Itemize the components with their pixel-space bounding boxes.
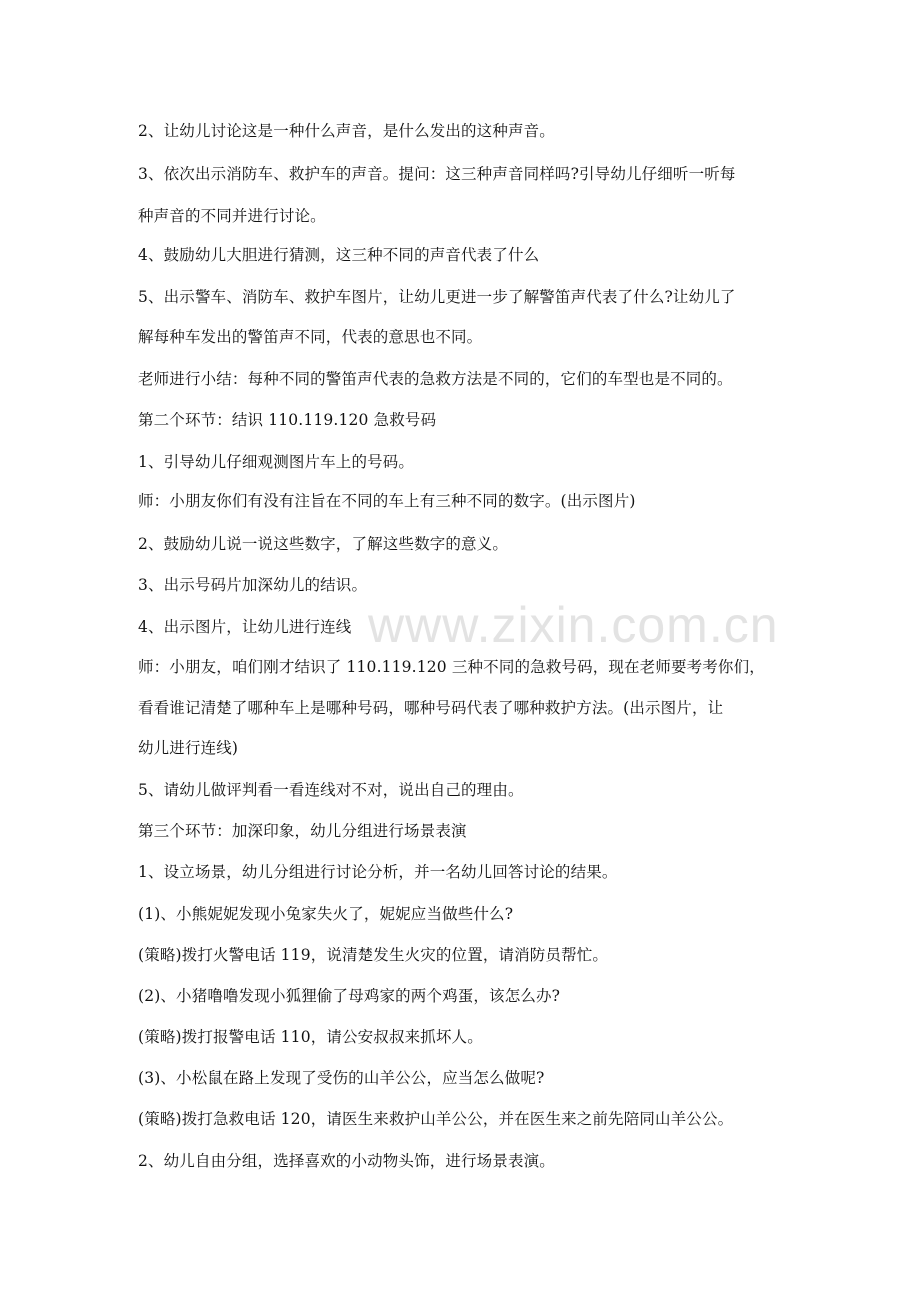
text-line: 2、让幼儿讨论这是一种什么声音，是什么发出的这种声音。 [138, 122, 555, 140]
text-line: 5、出示警车、消防车、救护车图片，让幼儿更进一步了解警笛声代表了什么?让幼儿了 [138, 288, 736, 306]
text-line: 2、幼儿自由分组，选择喜欢的小动物头饰，进行场景表演。 [138, 1152, 555, 1170]
text-line: (策略)拨打报警电话 110，请公安叔叔来抓坏人。 [138, 1028, 483, 1046]
text-line: 师：小朋友，咱们刚才结识了 110.119.120 三种不同的急救号码，现在老师要考考你们， [138, 658, 765, 676]
text-line: 4、出示图片，让幼儿进行连线 [138, 618, 352, 636]
text-line: 看看谁记清楚了哪种车上是哪种号码，哪种号码代表了哪种救护方法。(出示图片，让 [138, 699, 724, 717]
text-line: 5、请幼儿做评判看一看连线对不对，说出自己的理由。 [138, 781, 524, 799]
text-line: 师：小朋友你们有没有注旨在不同的车上有三种不同的数字。(出示图片) [138, 492, 636, 510]
text-line: (策略)拨打火警电话 119，说清楚发生火灾的位置，请消防员帮忙。 [138, 946, 609, 964]
section-heading: 第三个环节：加深印象，幼儿分组进行场景表演 [138, 822, 467, 840]
text-line: 1、引导幼儿仔细观测图片车上的号码。 [138, 453, 415, 471]
text-line: (2)、小猪噜噜发现小狐狸偷了母鸡家的两个鸡蛋，该怎么办? [138, 987, 561, 1005]
watermark-text: www.zixin.com.cn [368, 597, 779, 653]
text-line: 种声音的不同并进行讨论。 [138, 207, 326, 225]
text-line: 2、鼓励幼儿说一说这些数字，了解这些数字的意义。 [138, 535, 508, 553]
section-heading: 第二个环节：结识 110.119.120 急救号码 [138, 411, 437, 429]
text-line: 幼儿进行连线) [138, 739, 239, 757]
text-line: 4、鼓励幼儿大胆进行猜测，这三种不同的声音代表了什么 [138, 246, 540, 264]
text-line: 1、设立场景，幼儿分组进行讨论分析，并一名幼儿回答讨论的结果。 [138, 863, 618, 881]
text-line: (1)、小熊妮妮发现小兔家失火了，妮妮应当做些什么? [138, 905, 514, 923]
text-line: (策略)拨打急救电话 120，请医生来救护山羊公公，并在医生来之前先陪同山羊公公。 [138, 1110, 734, 1128]
text-line: 解每种车发出的警笛声不同，代表的意思也不同。 [138, 328, 483, 346]
text-line: 3、出示号码片加深幼儿的结识。 [138, 576, 368, 594]
text-line: (3)、小松鼠在路上发现了受伤的山羊公公，应当怎么做呢? [138, 1069, 545, 1087]
text-line: 3、依次出示消防车、救护车的声音。提问：这三种声音同样吗?引导幼儿仔细听一听每 [138, 165, 736, 183]
text-line: 老师进行小结：每种不同的警笛声代表的急救方法是不同的，它们的车型也是不同的。 [138, 370, 733, 388]
